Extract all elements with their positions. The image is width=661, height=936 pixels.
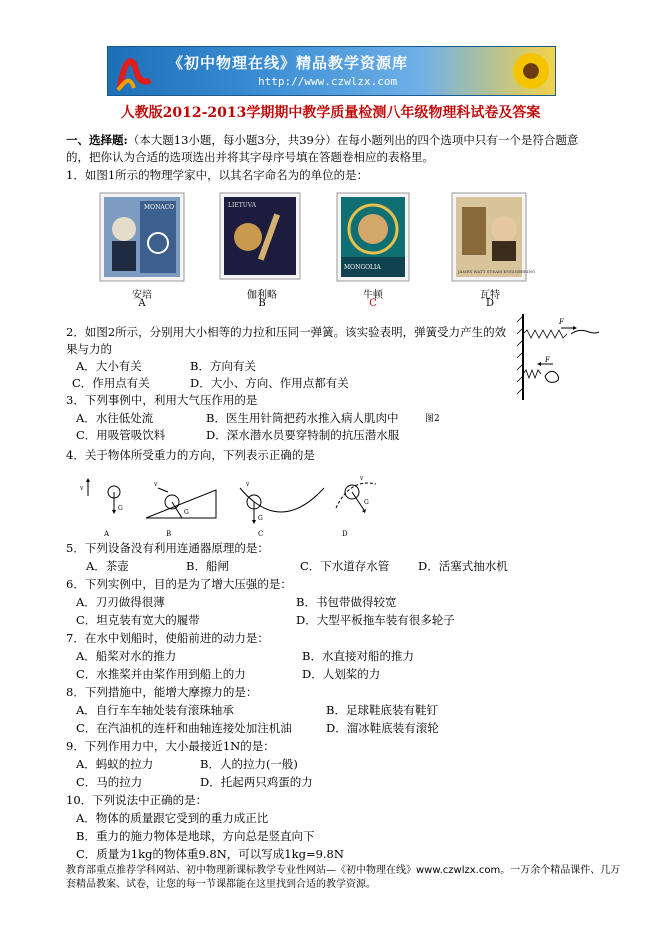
fig4-label-d: D (342, 530, 348, 538)
svg-text:v: v (154, 481, 158, 488)
option-a-diagram (79, 478, 123, 514)
q6-option-a: A．刀刃做得很薄 (76, 595, 165, 609)
stamp-caption-a: 安培 (132, 290, 152, 301)
banner-title: 《初中物理在线》精品教学资源库 (168, 54, 409, 72)
q7-option-a: A．船桨对水的推力 (76, 649, 177, 663)
q2-option-d: D．大小、方向、作用点都有关 (190, 376, 349, 390)
q5-option-d: D．活塞式抽水机 (418, 559, 508, 573)
q1-stem: 1．如图1所示的物理学家中，以其名字命名为的单位的是： (66, 168, 369, 182)
q7-option-d: D．人划桨的力 (302, 667, 381, 681)
q3-option-d: D．深水潜水员要穿特制的抗压潜水服 (206, 428, 400, 442)
q4-stem: 4．关于物体所受重力的方向，下列表示正确的是 (66, 448, 315, 462)
q7-option-c: C．水推桨并由桨作用到船上的力 (76, 667, 246, 681)
stamp-country: JAMES WATT STEAM ENGINEERING (458, 269, 536, 274)
q9-stem: 9．下列作用力中，大小最接近1N的是： (66, 739, 275, 753)
banner-url[interactable]: http://www.czwlzx.com (258, 75, 398, 88)
stamp-galileo (220, 193, 300, 279)
q6-stem: 6．下列实例中，目的是为了增大压强的是： (66, 577, 292, 591)
option-d-diagram (336, 475, 376, 513)
header-banner (107, 46, 556, 96)
svg-text:F: F (559, 318, 564, 326)
stamp-country: LIETUVA (228, 202, 257, 209)
q3-option-c: C．用吸管吸饮料 (76, 428, 166, 442)
q7-option-b: B．水直接对船的推力 (302, 649, 414, 663)
q9-option-d: D．托起两只鸡蛋的力 (200, 775, 313, 789)
stamp-caption-b: 伽利略 (247, 290, 277, 301)
q10-option-a: A．物体的质量跟它受到的重力成正比 (76, 811, 269, 825)
svg-text:F: F (545, 356, 550, 364)
q3-option-a: A．水往低处流 (76, 411, 154, 425)
site-logo (114, 50, 154, 92)
document-title: 人教版2012-2013学期期中教学质量检测八年级物理科试卷及答案 (120, 105, 541, 121)
svg-text:v: v (360, 475, 364, 482)
svg-text:G: G (364, 499, 369, 506)
stamp-letter-a: A (138, 298, 146, 309)
q8-option-d: D．溜冰鞋底装有滚轮 (326, 721, 439, 735)
footer-line-1: 教育部重点推荐学科网站、初中物理新课标教学专业性网站—《初中物理在线》www.czwlzx.com。一万余个精品课件、几万 (66, 865, 621, 876)
spring-figure (515, 312, 615, 402)
q5-option-b: B．船闸 (186, 559, 229, 573)
gravity-direction-figure (80, 468, 380, 540)
section-intro-1: （本大题13小题，每小题3分，共39分）在每小题列出的四个选项中只有一个是符合题意 (127, 133, 579, 147)
q2-stem-1: 2．如图2所示，分别用大小相等的力拉和压同一弹簧。该实验表明，弹簧受力产生的效 (66, 325, 507, 339)
stamp-letter-d: D (485, 298, 495, 309)
sunflower-icon (513, 53, 549, 89)
q5-option-c: C．下水道存水管 (300, 559, 390, 573)
svg-text:v: v (246, 481, 250, 488)
stamp-newton (337, 193, 409, 281)
q10-option-c: C．质量为1kg的物体重9.8N，可以写成1kg=9.8N (76, 847, 344, 861)
section-intro-2: 的，把你认为合适的选项选出并将其字母序号填在答题卷相应的表格里。 (66, 150, 434, 164)
q5-option-a: A．茶壶 (86, 559, 129, 573)
q8-option-c: C．在汽油机的连杆和曲轴连接处加注机油 (76, 721, 292, 735)
stamp-country: MONACO (144, 204, 175, 211)
svg-text:G: G (118, 505, 123, 512)
q2-option-c: C．作用点有关 (72, 376, 150, 390)
q9-option-b: B．人的拉力(一般) (200, 757, 298, 771)
q9-option-a: A．蚂蚁的拉力 (76, 757, 154, 771)
stamp-ampere (100, 193, 184, 281)
q2-option-a: A．大小有关 (76, 359, 142, 373)
q8-option-a: A．自行车车轴处装有滚珠轴承 (76, 703, 234, 717)
option-c-diagram (240, 481, 324, 524)
q6-option-c: C．坦克装有宽大的履带 (76, 613, 200, 627)
fig4-label-c: C (258, 530, 264, 538)
stamp-country: MONGOLIA (344, 264, 381, 271)
q3-option-b: B．医生用针筒把药水推入病人肌肉中 (206, 411, 399, 425)
q5-stem: 5．下列设备没有利用连通器原理的是： (66, 541, 269, 555)
q8-option-b: B．足球鞋底装有鞋钉 (326, 703, 438, 717)
q2-stem-2: 果与力的 (66, 342, 112, 356)
stamp-caption-c: 牛顿 (363, 290, 383, 301)
q8-stem: 8．下列措施中，能增大摩擦力的是： (66, 685, 258, 699)
q9-option-c: C．马的拉力 (76, 775, 143, 789)
q7-stem: 7．在水中划船时，使船前进的动力是： (66, 631, 269, 645)
q10-option-b: B．重力的施力物体是地球，方向总是竖直向下 (76, 829, 315, 843)
q10-stem: 10．下列说法中正确的是： (66, 793, 208, 807)
stamp-letter-b: B (258, 298, 266, 309)
figure-2-label: 图2 (425, 414, 440, 424)
q6-option-b: B．书包带做得较宽 (296, 595, 397, 609)
svg-text:v: v (80, 485, 84, 492)
q6-option-d: D．大型平板拖车装有很多轮子 (296, 613, 455, 627)
q3-stem: 3．下列事例中，利用大气压作用的是 (66, 393, 258, 407)
fig4-label-b: B (166, 530, 172, 538)
svg-text:G: G (258, 515, 263, 522)
q2-option-b: B．方向有关 (190, 359, 256, 373)
svg-text:G: G (184, 509, 189, 516)
stamp-watt (452, 193, 536, 281)
stamp-letter-c: C (369, 298, 377, 309)
stamp-caption-d: 瓦特 (480, 290, 500, 301)
section-heading: 一、选择题: (66, 133, 128, 147)
option-b-diagram (146, 481, 216, 518)
fig4-label-a: A (104, 530, 110, 538)
footer-line-2: 套精品教案、试卷，让您的每一节课都能在这里找到合适的教学资源。 (66, 879, 376, 890)
